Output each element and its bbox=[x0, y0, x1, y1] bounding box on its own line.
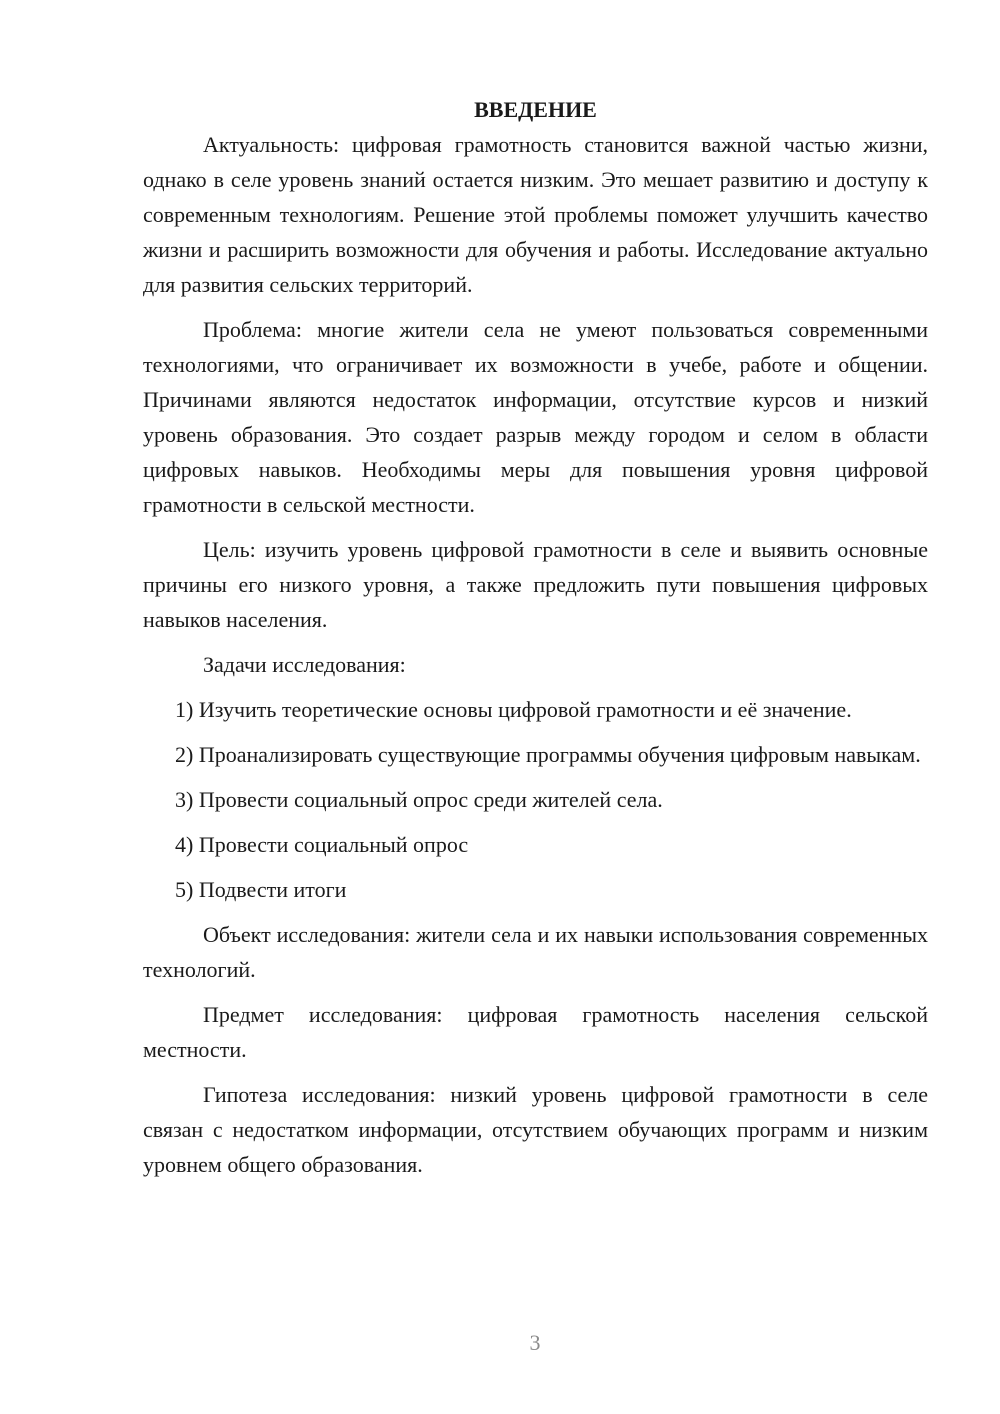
section-title: ВВЕДЕНИЕ bbox=[474, 97, 597, 122]
tasks-heading: Задачи исследования: bbox=[203, 652, 406, 677]
paragraph-hypothesis: Гипотеза исследования: низкий уровень цифровой грамотности в селе связан с недостатком информации, отсутствием обучающих программ и низким уровнем общего образования. bbox=[143, 1082, 928, 1177]
paragraph-problem: Проблема: многие жители села не умеют пользоваться современными технологиями, что ограничивает их возможности в учебе, работе и общении. Причинами являются недостаток информации, отсутствие курсов и низкий уровень образования. Это создает разрыв между городом и селом в области цифровых навыков. Необходимы меры для повышения уровня цифровой грамотности в сельской местности. bbox=[143, 317, 928, 517]
task-item-3: 3) Провести социальный опрос среди жителей села. bbox=[175, 787, 663, 812]
paragraph-goal: Цель: изучить уровень цифровой грамотности в селе и выявить основные причины его низкого уровня, а также предложить пути повышения цифровых навыков населения. bbox=[143, 537, 928, 632]
page-number: 3 bbox=[529, 1330, 541, 1355]
task-item-4: 4) Провести социальный опрос bbox=[175, 832, 469, 857]
paragraph-relevance: Актуальность: цифровая грамотность становится важной частью жизни, однако в селе уровень знаний остается низким. Это мешает развитию и доступу к современным технологиям. Решение этой проблемы поможет улучшить качество жизни и расширить возможности для обучения и работы. Исследование актуально для развития сельских территорий. bbox=[143, 132, 928, 297]
task-item-1: 1) Изучить теоретические основы цифровой грамотности и её значение. bbox=[175, 697, 852, 722]
paragraph-object: Объект исследования: жители села и их навыки использования современных технологий. bbox=[143, 922, 928, 982]
paragraph-subject: Предмет исследования: цифровая грамотность населения сельской местности. bbox=[143, 1002, 928, 1062]
task-item-5: 5) Подвести итоги bbox=[175, 877, 347, 902]
task-item-2: 2) Проанализировать существующие программы обучения цифровым навыкам. bbox=[175, 742, 921, 767]
document-body bbox=[143, 92, 928, 1192]
